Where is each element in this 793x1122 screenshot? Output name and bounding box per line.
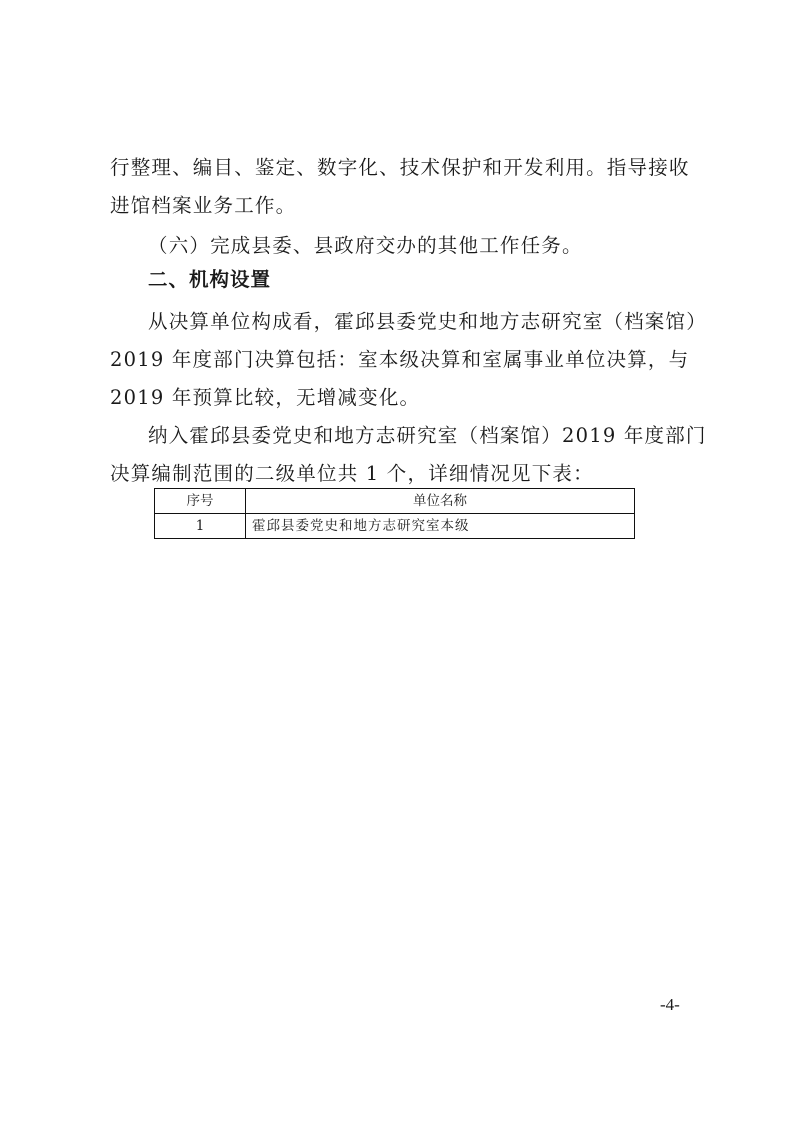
paragraph-line: 纳入霍邱县委党史和地方志研究室（档案馆）2019 年度部门 <box>148 424 707 447</box>
table-row <box>155 514 635 539</box>
column-header-name: 单位名称 <box>246 489 635 514</box>
paragraph-line: 2019 年预算比较，无增减变化。 <box>110 386 421 409</box>
paragraph-line: 行整理、编目、鉴定、数字化、技术保护和开发利用。指导接收 <box>110 156 690 179</box>
paragraph-item-six: （六）完成县委、县政府交办的其他工作任务。 <box>148 234 583 257</box>
section-heading: 二、机构设置 <box>148 268 272 291</box>
units-table <box>154 488 635 539</box>
page-number: -4- <box>660 995 680 1014</box>
paragraph-line: 从决算单位构成看，霍邱县委党史和地方志研究室（档案馆） <box>148 310 707 333</box>
table-cell-name: 霍邱县委党史和地方志研究室本级 <box>246 514 635 539</box>
table-cell-no: 1 <box>155 514 246 539</box>
paragraph-line: 2019 年度部门决算包括：室本级决算和室属事业单位决算，与 <box>110 348 690 371</box>
paragraph-line: 决算编制范围的二级单位共 1 个，详细情况见下表： <box>110 462 594 485</box>
column-header-no: 序号 <box>155 489 246 514</box>
paragraph-line: 进馆档案业务工作。 <box>110 194 297 217</box>
table-header-row <box>155 489 635 514</box>
